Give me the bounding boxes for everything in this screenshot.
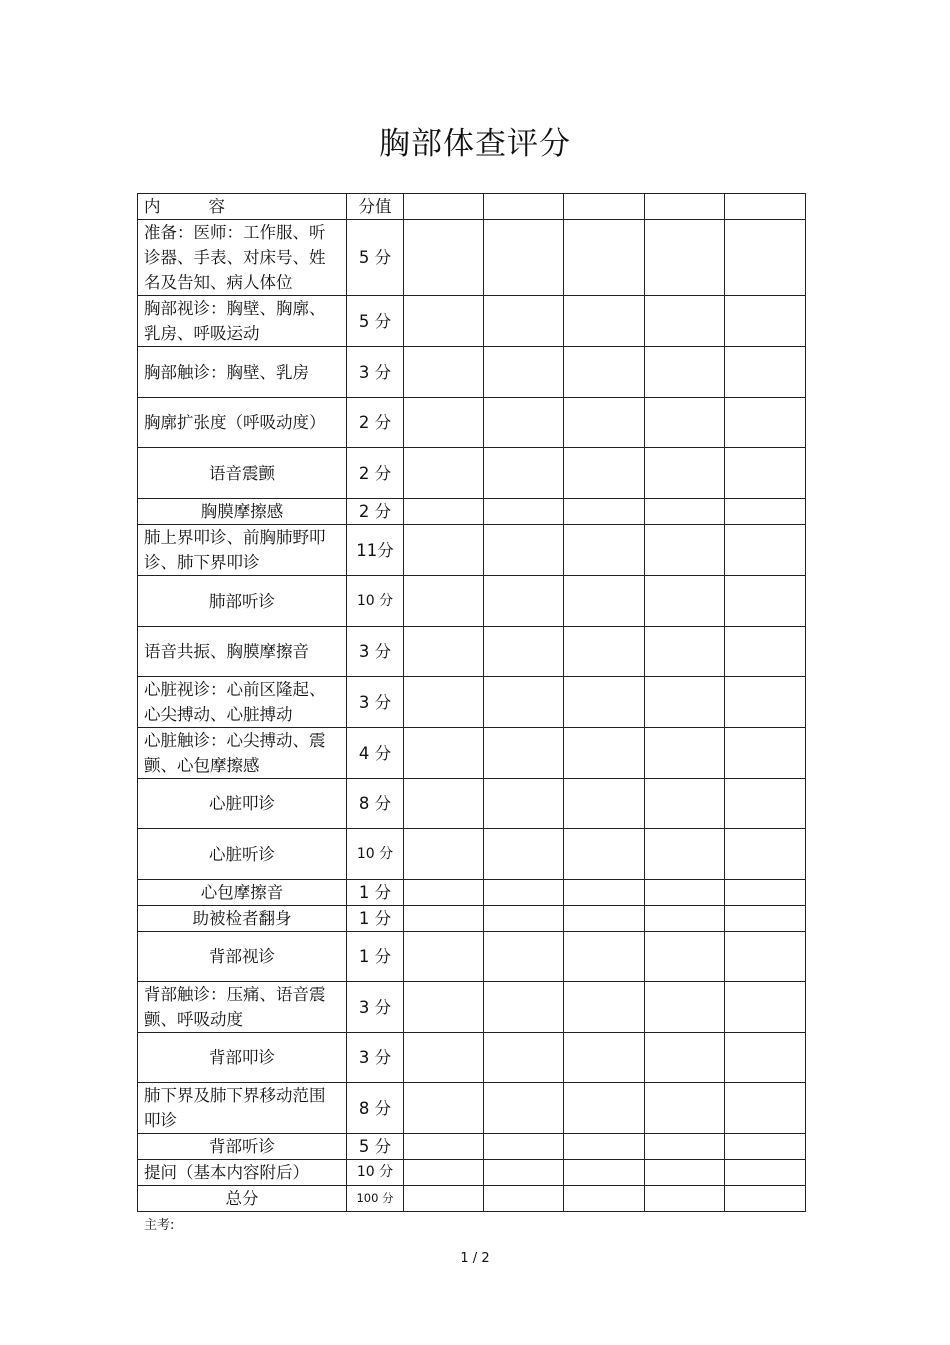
row-content: 总分	[138, 1186, 347, 1212]
row-score: 11分	[347, 525, 404, 576]
blank-cell	[564, 1134, 645, 1160]
blank-cell	[645, 398, 725, 448]
blank-cell	[404, 194, 484, 220]
row-score: 5 分	[347, 220, 404, 296]
row-content: 心脏叩诊	[138, 779, 347, 829]
row-content: 胸廓扩张度（呼吸动度）	[138, 398, 347, 448]
blank-cell	[645, 499, 725, 525]
table-row	[138, 398, 806, 448]
header-content: 内容	[138, 194, 347, 220]
blank-cell	[645, 880, 725, 906]
blank-cell	[645, 347, 725, 398]
row-score: 10 分	[347, 576, 404, 627]
blank-cell	[484, 1160, 564, 1186]
row-score: 5 分	[347, 1134, 404, 1160]
blank-cell	[725, 576, 806, 627]
blank-cell	[725, 880, 806, 906]
blank-cell	[564, 194, 645, 220]
blank-cell	[484, 627, 564, 677]
blank-cell	[645, 677, 725, 728]
blank-cell	[404, 627, 484, 677]
row-content: 心脏触诊：心尖搏动、震颤、心包摩擦感	[138, 728, 347, 779]
blank-cell	[404, 296, 484, 347]
blank-cell	[564, 1186, 645, 1212]
blank-cell	[645, 1186, 725, 1212]
blank-cell	[725, 398, 806, 448]
row-content: 肺上界叩诊、前胸肺野叩诊、肺下界叩诊	[138, 525, 347, 576]
table-row	[138, 1186, 806, 1212]
row-score: 2 分	[347, 499, 404, 525]
blank-cell	[484, 1186, 564, 1212]
blank-cell	[645, 829, 725, 880]
blank-cell	[564, 398, 645, 448]
blank-cell	[564, 347, 645, 398]
row-score: 1 分	[347, 906, 404, 932]
blank-cell	[645, 1033, 725, 1083]
blank-cell	[404, 932, 484, 982]
row-score: 1 分	[347, 932, 404, 982]
row-content: 心脏听诊	[138, 829, 347, 880]
blank-cell	[484, 906, 564, 932]
table-row	[138, 627, 806, 677]
blank-cell	[645, 1134, 725, 1160]
blank-cell	[484, 398, 564, 448]
table-row	[138, 347, 806, 398]
blank-cell	[404, 906, 484, 932]
blank-cell	[404, 398, 484, 448]
blank-cell	[404, 1160, 484, 1186]
blank-cell	[564, 499, 645, 525]
row-score: 2 分	[347, 448, 404, 499]
blank-cell	[404, 1134, 484, 1160]
blank-cell	[564, 576, 645, 627]
table-row	[138, 499, 806, 525]
blank-cell	[564, 829, 645, 880]
page-title: 胸部体查评分	[379, 126, 571, 162]
blank-cell	[725, 677, 806, 728]
table-row	[138, 932, 806, 982]
blank-cell	[725, 906, 806, 932]
row-content: 准备：医师：工作服、听诊器、手表、对床号、姓名及告知、病人体位	[138, 220, 347, 296]
blank-cell	[725, 525, 806, 576]
row-content: 助被检者翻身	[138, 906, 347, 932]
row-content: 胸部视诊：胸壁、胸廓、乳房、呼吸运动	[138, 296, 347, 347]
row-score: 2 分	[347, 398, 404, 448]
blank-cell	[725, 1134, 806, 1160]
blank-cell	[645, 1083, 725, 1134]
blank-cell	[645, 1160, 725, 1186]
blank-cell	[404, 1083, 484, 1134]
blank-cell	[564, 525, 645, 576]
table-row	[138, 525, 806, 576]
blank-cell	[725, 499, 806, 525]
row-score: 8 分	[347, 779, 404, 829]
blank-cell	[725, 1186, 806, 1212]
row-score: 4 分	[347, 728, 404, 779]
row-score: 3 分	[347, 627, 404, 677]
row-score: 3 分	[347, 347, 404, 398]
blank-cell	[484, 194, 564, 220]
blank-cell	[564, 728, 645, 779]
blank-cell	[484, 880, 564, 906]
blank-cell	[404, 829, 484, 880]
blank-cell	[484, 525, 564, 576]
blank-cell	[404, 499, 484, 525]
blank-cell	[564, 906, 645, 932]
blank-cell	[645, 448, 725, 499]
table-row	[138, 728, 806, 779]
table-row	[138, 829, 806, 880]
blank-cell	[484, 982, 564, 1033]
table-row	[138, 220, 806, 296]
table-row	[138, 296, 806, 347]
blank-cell	[404, 728, 484, 779]
blank-cell	[404, 576, 484, 627]
blank-cell	[725, 448, 806, 499]
table-row	[138, 1083, 806, 1134]
blank-cell	[484, 932, 564, 982]
row-content: 心脏视诊：心前区隆起、心尖搏动、心脏搏动	[138, 677, 347, 728]
table-row	[138, 779, 806, 829]
blank-cell	[484, 1033, 564, 1083]
blank-cell	[725, 982, 806, 1033]
row-score: 5 分	[347, 296, 404, 347]
blank-cell	[404, 448, 484, 499]
row-score: 10 分	[347, 1160, 404, 1186]
blank-cell	[484, 499, 564, 525]
examiner-label: 主考:	[144, 1218, 175, 1233]
blank-cell	[484, 220, 564, 296]
blank-cell	[564, 448, 645, 499]
table-row	[138, 1033, 806, 1083]
blank-cell	[725, 1083, 806, 1134]
blank-cell	[484, 576, 564, 627]
row-content: 语音震颤	[138, 448, 347, 499]
score-table	[137, 193, 806, 1212]
blank-cell	[725, 1160, 806, 1186]
blank-cell	[645, 779, 725, 829]
table-row	[138, 906, 806, 932]
table-row	[138, 448, 806, 499]
blank-cell	[725, 779, 806, 829]
blank-cell	[725, 296, 806, 347]
row-content: 背部听诊	[138, 1134, 347, 1160]
blank-cell	[564, 1160, 645, 1186]
blank-cell	[404, 347, 484, 398]
blank-cell	[725, 829, 806, 880]
row-content: 胸膜摩擦感	[138, 499, 347, 525]
table-row	[138, 677, 806, 728]
blank-cell	[564, 220, 645, 296]
blank-cell	[725, 627, 806, 677]
row-score: 1 分	[347, 880, 404, 906]
row-content: 肺下界及肺下界移动范围叩诊	[138, 1083, 347, 1134]
blank-cell	[564, 779, 645, 829]
row-score: 8 分	[347, 1083, 404, 1134]
table-row	[138, 982, 806, 1033]
page-number: 1 / 2	[460, 1251, 490, 1266]
row-content: 语音共振、胸膜摩擦音	[138, 627, 347, 677]
blank-cell	[645, 932, 725, 982]
table-row	[138, 880, 806, 906]
row-score: 3 分	[347, 1033, 404, 1083]
row-score: 3 分	[347, 677, 404, 728]
blank-cell	[404, 220, 484, 296]
row-score: 10 分	[347, 829, 404, 880]
row-score: 3 分	[347, 982, 404, 1033]
blank-cell	[564, 982, 645, 1033]
blank-cell	[645, 220, 725, 296]
table-row	[138, 1134, 806, 1160]
blank-cell	[564, 677, 645, 728]
blank-cell	[645, 576, 725, 627]
blank-cell	[645, 525, 725, 576]
blank-cell	[725, 728, 806, 779]
blank-cell	[725, 194, 806, 220]
blank-cell	[564, 627, 645, 677]
table-header-row	[138, 194, 806, 220]
blank-cell	[484, 677, 564, 728]
blank-cell	[484, 296, 564, 347]
blank-cell	[645, 728, 725, 779]
row-content: 背部触诊：压痛、语音震颤、呼吸动度	[138, 982, 347, 1033]
row-content: 背部视诊	[138, 932, 347, 982]
blank-cell	[564, 296, 645, 347]
row-content: 提问（基本内容附后）	[138, 1160, 347, 1186]
blank-cell	[645, 296, 725, 347]
blank-cell	[725, 220, 806, 296]
blank-cell	[484, 347, 564, 398]
table-row	[138, 576, 806, 627]
blank-cell	[484, 1083, 564, 1134]
blank-cell	[404, 1186, 484, 1212]
blank-cell	[564, 1083, 645, 1134]
header-score: 分值	[347, 194, 404, 220]
blank-cell	[725, 347, 806, 398]
blank-cell	[725, 932, 806, 982]
blank-cell	[645, 982, 725, 1033]
blank-cell	[564, 1033, 645, 1083]
blank-cell	[404, 1033, 484, 1083]
row-score: 100 分	[347, 1186, 404, 1212]
blank-cell	[645, 906, 725, 932]
blank-cell	[564, 932, 645, 982]
blank-cell	[404, 779, 484, 829]
blank-cell	[645, 194, 725, 220]
blank-cell	[484, 829, 564, 880]
row-content: 背部叩诊	[138, 1033, 347, 1083]
table-row	[138, 1160, 806, 1186]
blank-cell	[484, 1134, 564, 1160]
blank-cell	[404, 982, 484, 1033]
row-content: 肺部听诊	[138, 576, 347, 627]
row-content: 心包摩擦音	[138, 880, 347, 906]
blank-cell	[404, 880, 484, 906]
blank-cell	[484, 728, 564, 779]
blank-cell	[645, 627, 725, 677]
row-content: 胸部触诊：胸壁、乳房	[138, 347, 347, 398]
blank-cell	[484, 779, 564, 829]
blank-cell	[564, 880, 645, 906]
blank-cell	[404, 525, 484, 576]
blank-cell	[725, 1033, 806, 1083]
blank-cell	[404, 677, 484, 728]
blank-cell	[484, 448, 564, 499]
